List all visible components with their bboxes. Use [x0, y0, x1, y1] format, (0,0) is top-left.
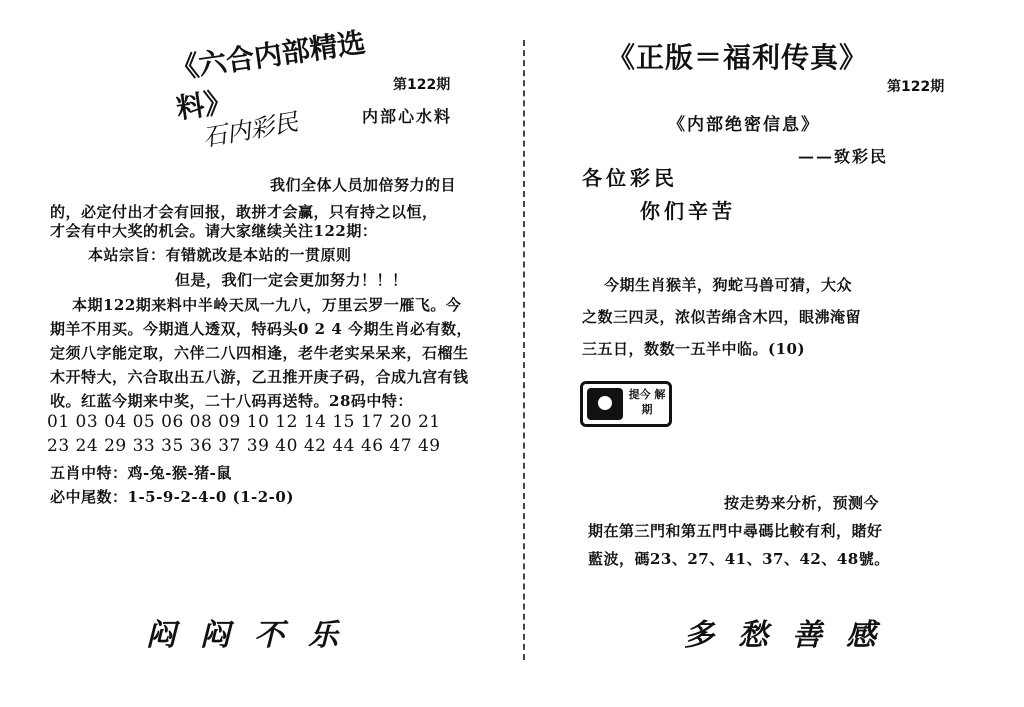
- running-figure-icon: [587, 388, 623, 420]
- numbers-row-1: 01 03 04 05 06 08 09 10 12 14 15 17 20 21: [47, 412, 441, 432]
- text-line: 我们全体人员加倍努力的目: [270, 176, 457, 194]
- right-title: 《正版＝福利传真》: [607, 41, 869, 74]
- numbers-row-2: 23 24 29 33 35 36 37 39 40 42 44 46 47 49: [47, 436, 441, 456]
- hint-badge: [580, 381, 672, 427]
- text-line: 今期生肖猴羊，狗蛇马兽可猜，大众: [604, 276, 853, 294]
- handwritten-stamp: [168, 25, 398, 160]
- right-signature: 多愁善感: [684, 618, 900, 653]
- badge-text: 提今 解期: [628, 388, 666, 416]
- text-line: 本期122期来料中半岭天凤一九八，万里云罗一雁飞。今: [72, 296, 462, 314]
- right-issue-number: 第122期: [887, 79, 945, 95]
- text-line: 定须八字能定取，六伴二八四相逢，老牛老实呆呆来，石榴生: [50, 344, 469, 362]
- left-issue-number: 第122期: [393, 77, 451, 93]
- stamp-title: 《六合内部精选料》: [168, 25, 368, 126]
- text-line: 之数三四灵，浓似苦绵含木四，眼沸淹留: [582, 308, 862, 326]
- greeting-line-1: 各位彩民: [582, 166, 678, 190]
- right-subtitle: 《内部绝密信息》: [668, 115, 820, 135]
- left-subtitle: 内部心水料: [362, 107, 453, 126]
- text-line: 木开特大，六合取出五八游，乙丑推开庚子码，合成九宫有钱: [50, 368, 469, 386]
- page-divider: [523, 40, 525, 660]
- left-signature: 闷闷不乐: [146, 618, 362, 653]
- text-line: 藍波，碼23、27、41、37、42、48號。: [588, 550, 890, 568]
- text-line: 才会有中大奖的机会。请大家继续关注122期：: [50, 222, 378, 240]
- text-line: 收。红蓝今期来中奖，二十八码再送特。28码中特：: [50, 392, 413, 410]
- text-line: 本站宗旨：有错就改是本站的一贯原则: [88, 246, 352, 264]
- text-line: 但是，我们一定会更加努力！！！: [175, 271, 408, 289]
- text-line: 期羊不用买。今期逍人透双，特码头0 2 4 今期生肖必有数，: [50, 320, 472, 338]
- greeting-line-2: 你们辛苦: [640, 199, 736, 223]
- stamp-handwriting: 石内彩民: [200, 107, 301, 153]
- zodiac-line: 五肖中特：鸡-兔-猴-猪-鼠: [50, 464, 232, 482]
- text-line: 的，必定付出才会有回报，敢拼才会赢，只有持之以恒，: [50, 203, 438, 221]
- text-line: 按走势来分析，预测今: [724, 494, 880, 512]
- text-line: 三五日，数数一五半中临。(10): [582, 340, 806, 358]
- dedication: ——致彩民: [798, 147, 889, 166]
- tail-number-line: 必中尾数：1-5-9-2-4-0 (1-2-0): [50, 488, 294, 506]
- text-line: 期在第三門和第五門中尋碼比較有利，賭好: [588, 522, 883, 540]
